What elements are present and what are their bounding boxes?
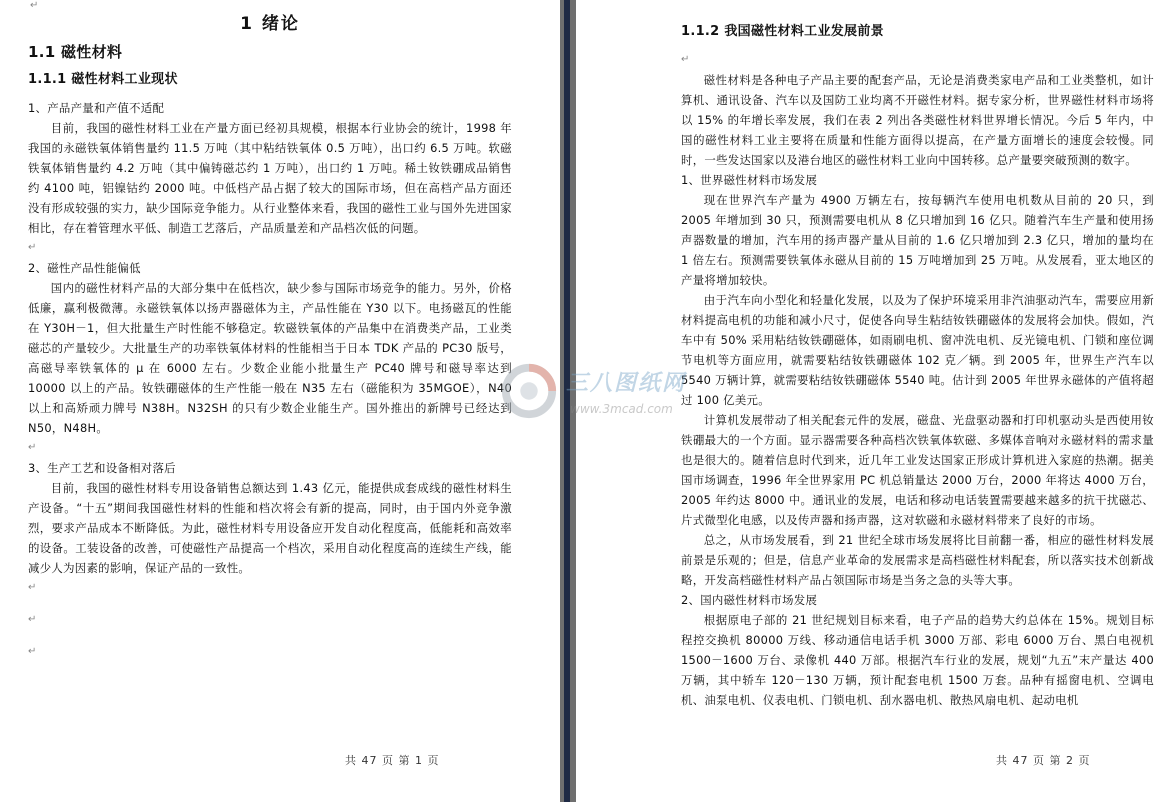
paragraph-mark: ↵ — [681, 54, 690, 65]
item-heading: 1、世界磁性材料市场发展 — [681, 173, 818, 187]
section-title: 1.1 磁性材料 — [28, 43, 123, 61]
paragraph-mark: ↵ — [28, 582, 37, 593]
paragraph: 总之，从市场发展看，到 21 世纪全球市场发展将比目前翻一番，相应的磁性材料发展前景是乐观的；但是，信息产业革命的发展需求是高档磁性材料配套，所以落实技术创新战略，开发高档磁性材料产品占领国际市场是当务之急的头等大事。 — [681, 533, 1154, 587]
paragraph: 目前，我国的磁性材料工业在产量方面已经初具规模，根据本行业协会的统计，1998 年我国的永磁铁氧体销售量约 11.5 万吨（其中粘结铁氧体 0.5 万吨），出口约 6.5 万吨。软磁铁氧体销售量约 4.2 万吨（其中偏铸磁芯约 1 万吨），出口约 1 万吨。稀土钕铁硼成品销售约 4100 吨，铝镍钴约 2000 吨。中低档产品占据了较大的国际市场，但在高档产品方面还没有形成较强的实力，缺少国际竞争能力。从行业整体来看，我国的磁性工业与国外先进国家相比，存在着管理水平低、制造工艺落后，产品质量差和产品档次低的问题。 — [28, 121, 512, 235]
paragraph-mark: ↵ — [28, 442, 37, 453]
paragraph-mark: ↵ — [30, 0, 39, 11]
paragraph: 国内的磁性材料产品的大部分集中在低档次，缺少参与国际市场竞争的能力。另外，价格低廉，赢利极微薄。永磁铁氧体以扬声器磁体为主，产品性能在 Y30 以下。电扬磁瓦的性能在 Y30H－1，但大批量生产时性能不够稳定。软磁铁氧体的产品集中在消费类产品，工业类磁芯的产量较少。大批量生产的功率铁氧体材料的性能相当于日本 TDK 产品的 PC30 版号，高磁导率铁氧体的 μ 在 6000 左右。少数企业能小批量生产 PC40 牌号和磁导率达到 10000 以上的产品。钕铁硼磁体的生产性能一般在 N35 左右（磁能积为 35MGOE），N40 以上和高矫顽力牌号 N38H。N32SH 的只有少数企业能生产。国外推出的新牌号已经达到 N50，N48H。 — [28, 281, 512, 435]
paragraph-mark: ↵ — [28, 242, 37, 253]
item-heading: 2、磁性产品性能偏低 — [28, 261, 141, 275]
item-heading: 3、生产工艺和设备相对落后 — [28, 461, 176, 475]
paragraph-mark: ↵ — [28, 646, 37, 657]
paragraph: 计算机发展带动了相关配套元件的发展，磁盘、光盘驱动器和打印机驱动头是西使用钕铁硼最大的一个方面。显示器需要各种高档次铁氧体软磁、多媒体音响对永磁材料的需求量也是很大的。随着信息时代到来，近几年工业发达国家正形成计算机进入家庭的热潮。据美国市场调查，1996 年全世界家用 PC 机总销量达 2000 万台，2000 年将达 4000 万台，2005 年约达 8000 中。通讯业的发展，电话和移动电话装置需要越来越多的抗干扰磁芯、片式微型化电感，以及传声器和扬声器，这对软磁和永磁材料带来了良好的市场。 — [681, 413, 1154, 527]
paragraph: 磁性材料是各种电子产品主要的配套产品，无论是消费类家电产品和工业类整机，如计算机、通讯设备、汽车以及国防工业均离不开磁性材料。据专家分析，世界磁性材料市场将以 15% 的年增长率发展，我们在表 2 列出各类磁性材料世界增长情况。今后 5 年内，中国的磁性材料工业主要将在质量和性能方面得以提高，在产量方面增长的速度会较慢。同时，一些发达国家以及港台地区的磁性材料工业向中国转移。总产量要突破预测的数字。 — [681, 73, 1154, 167]
paragraph: 目前，我国的磁性材料专用设备销售总额达到 1.43 亿元，能提供成套成线的磁性材料生产设备。“十五”期间我国磁性材料的性能和档次将会有新的提高，同时，由于国内外竞争激烈，要求产品成本不断降低。为此，磁性材料专用设备应开发自动化程度高，低能耗和高效率的设备。工装设备的改善，可使磁性产品提高一个档次，采用自动化程度高的连续生产线，能减少人为因素的影响，保证产品的一致性。 — [28, 481, 512, 575]
subsection-title: 1.1.1 磁性材料工业现状 — [28, 72, 178, 87]
paragraph-mark: ↵ — [28, 614, 37, 625]
item-heading: 2、国内磁性材料市场发展 — [681, 593, 818, 607]
watermark-url: www.3mcad.com — [570, 402, 673, 416]
paragraph: 由于汽车向小型化和轻量化发展，以及为了保护环境采用非汽油驱动汽车，需要应用新材料提高电机的功能和减小尺寸，促使各向导生粘结钕铁硼磁体的发展将会加快。假如，汽车中有 50% 采用粘结钕铁硼磁体，如雨刷电机、窗冲洗电机、反光镜电机、门锁和座位调节电机等方面应用，就需要粘结钕铁硼磁体 102 克／辆。到 2005 年，世界生产汽车以 5540 万辆计算，就需要粘结钕铁硼磁体 5540 吨。估计到 2005 年世界永磁体的产值将超过 100 亿美元。 — [681, 293, 1154, 407]
page-gutter — [560, 0, 576, 802]
document-page-1 — [0, 0, 560, 802]
page-divider — [564, 0, 570, 802]
page-footer: 共 47 页 第 2 页 — [996, 754, 1091, 767]
watermark-title: 三八图纸网 — [566, 371, 687, 396]
paragraph: 根据原电子部的 21 世纪规划目标来看，电子产品的趋势大约总体在 15%。规划目标程控交换机 80000 万线、移动通信电话手机 3000 万部、彩电 6000 万台、黑白电视机 1500－1600 万台、录像机 440 万部。根据汽车行业的发展，规划“九五”末产量达 400 万辆，其中轿车 120－130 万辆，预计配套电机 1500 万套。品种有摇窗电机、空调电机、油泵电机、仪表电机、门锁电机、刮水器电机、散热风扇电机、起动电机 — [681, 613, 1154, 707]
chapter-title: 1 绪论 — [240, 14, 300, 34]
document-page-2 — [576, 0, 1174, 802]
page-footer: 共 47 页 第 1 页 — [345, 754, 440, 767]
item-heading: 1、产品产量和产值不适配 — [28, 101, 165, 115]
subsection-title: 1.1.2 我国磁性材料工业发展前景 — [681, 24, 884, 39]
page-1-content — [28, 0, 512, 674]
paragraph: 现在世界汽车产量为 4900 万辆左右，按每辆汽车使用电机数从目前的 20 只，到 2005 年增加到 30 只，预测需要电机从 8 亿只增加到 16 亿只。随着汽车生产量和使用扬声器数量的增加，汽车用的扬声器产量从目前的 1.6 亿只增加到 2.3 亿只，增加的量均在 1 倍左右。预测需要铁氧体永磁从目前的 15 万吨增加到 25 万吨。从发展看，亚太地区的产量将增加较快。 — [681, 193, 1154, 287]
page-2-content — [681, 0, 1154, 710]
